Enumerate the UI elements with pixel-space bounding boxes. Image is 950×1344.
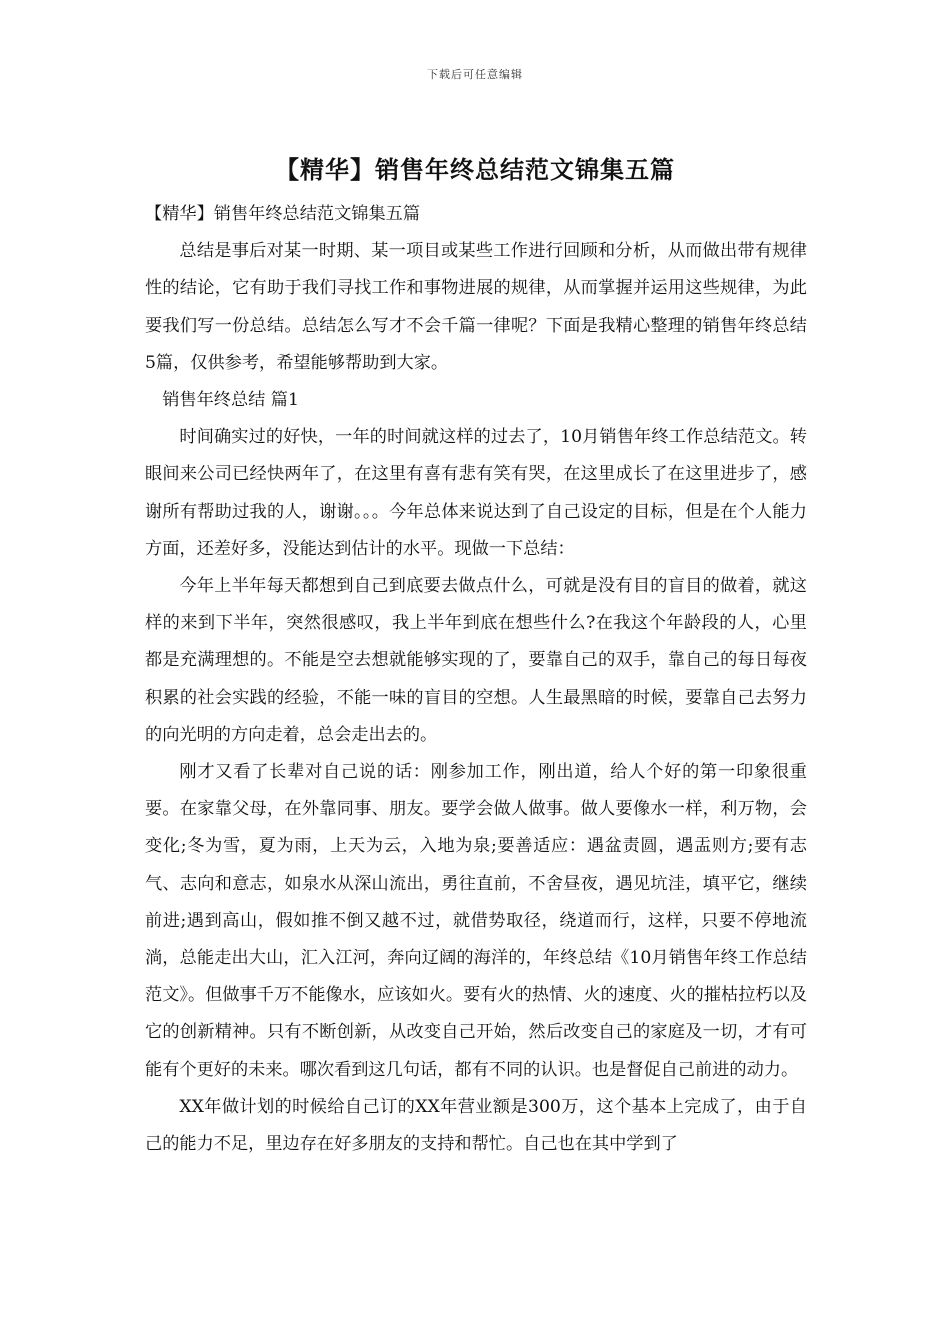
header-note: 下载后可任意编辑 bbox=[427, 68, 523, 81]
section-heading: 销售年终总结 篇1 bbox=[162, 390, 299, 411]
document-title: 【精华】销售年终总结范文锦集五篇 bbox=[275, 156, 675, 184]
body-paragraph: XX年做计划的时候给自己订的XX年营业额是300万，这个基本上完成了，由于自己的能力不足，里边存在好多朋友的支持和帮忙。自己也在其中学到了 bbox=[145, 1096, 807, 1155]
intro-paragraph: 总结是事后对某一时期、某一项目或某些工作进行回顾和分析，从而做出带有规律性的结论，它有助于我们寻找工作和事物进展的规律，从而掌握并运用这些规律，为此要我们写一份总结。总结怎么写才不会千篇一律呢？下面是我精心整理的销售年终总结5篇，仅供参考，希望能够帮助到大家。 bbox=[145, 241, 807, 373]
document-body bbox=[145, 196, 807, 1163]
body-paragraph: 刚才又看了长辈对自己说的话：刚参加工作，刚出道，给人个好的第一印象很重要。在家靠父母，在外靠同事、朋友。要学会做人做事。做人要像水一样，利万物，会变化;冬为雪，夏为雨，上天为云，入地为泉;要善适应：遇盆责圆，遇盂则方;要有志气、志向和意志，如泉水从深山流出，勇往直前，不舍昼夜，遇见坑洼，填平它，继续前进;遇到高山，假如推不倒又越不过，就借势取径，绕道而行，这样，只要不停地流淌，总能走出大山，汇入江河，奔向辽阔的海洋的，年终总结《10月销售年终工作总结范文》。但做事千万不能像水，应该如火。要有火的热情、火的速度、火的摧枯拉朽以及它的创新精神。只有不断创新，从改变自己开始，然后改变自己的家庭及一切，才有可能有个更好的未来。哪次看到这几句话，都有不同的认识。也是督促自己前进的动力。 bbox=[145, 762, 807, 1080]
body-paragraph: 今年上半年每天都想到自己到底要去做点什么，可就是没有目的盲目的做着，就这样的来到下半年，突然很感叹，我上半年到底在想些什么?在我这个年龄段的人，心里都是充满理想的。不能是空去想就能够实现的了，要靠自己的双手，靠自己的每日每夜积累的社会实践的经验，不能一味的盲目的空想。人生最黑暗的时候，要靠自己去努力的向光明的方向走着，总会走出去的。 bbox=[145, 576, 807, 745]
document-subtitle: 【精华】销售年终总结范文锦集五篇 bbox=[145, 204, 421, 224]
body-paragraph: 时间确实过的好快，一年的时间就这样的过去了，10月销售年终工作总结范文。转眼间来公司已经快两年了，在这里有喜有悲有笑有哭，在这里成长了在这里进步了，感谢所有帮助过我的人，谢谢。。。今年总体来说达到了自己设定的目标，但是在个人能力方面，还差好多，没能达到估计的水平。现做一下总结： bbox=[145, 427, 807, 559]
